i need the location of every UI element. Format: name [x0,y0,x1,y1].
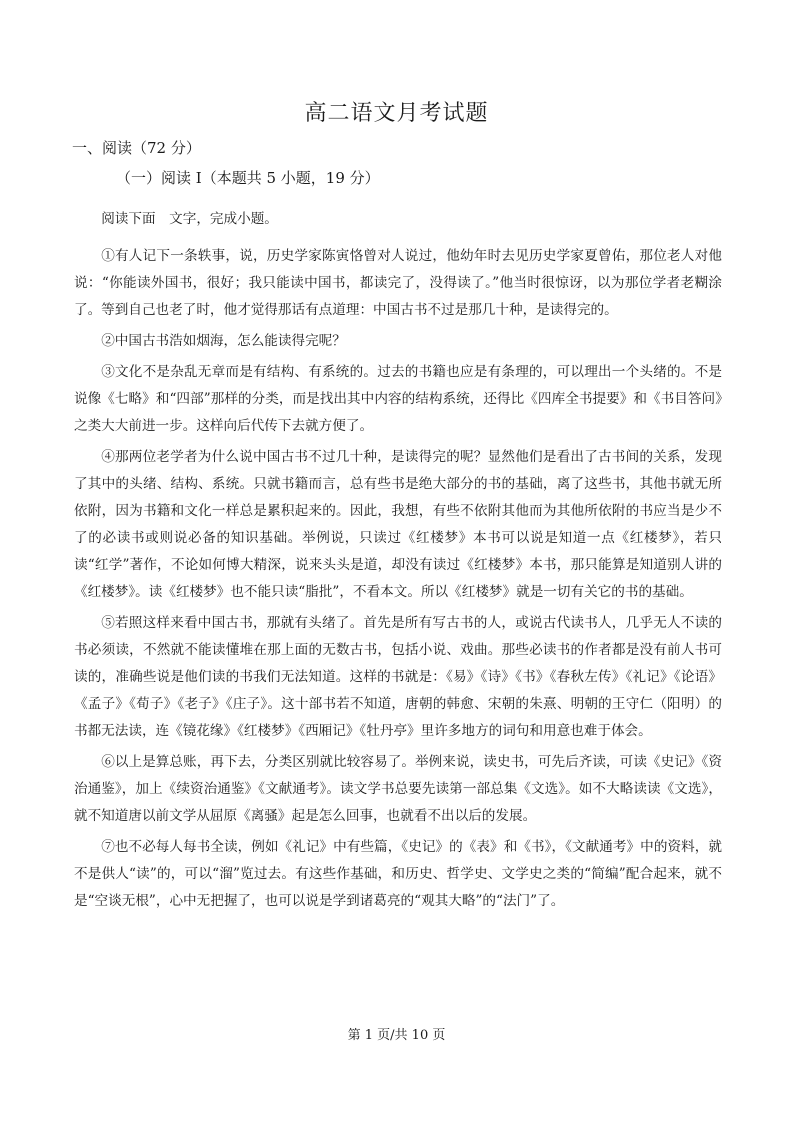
section-heading: 一、阅读（72 分） [72,139,201,157]
passage-instruction: 阅读下面 文字，完成小题。 [101,211,278,227]
paragraph-5: ⑤若照这样来看中国古书，那就有头绪了。首先是所有写古书的人，或说古代读书人，几乎无人不读的书必须读，不然就不能读懂堆在那上面的无数古书，包括小说、戏曲。那些必读书的作者都是没有前人书可读的，准确些说是他们读的书我们无法知道。这样的书就是：《易》《诗》《书》《春秋左传》《礼记》《论语》《孟子》《荀子》《老子》《庄子》。这十部书若不知道，唐朝的韩愈、宋朝的朱熹、明朝的王守仁（阳明）的书都无法读，连《镜花缘》《红楼梦》《西厢记》《牡丹亭》里许多地方的词句和用意也难于体会。 [74,615,722,739]
reading-passage [74,206,722,919]
paragraph-4: ④那两位老学者为什么说中国古书不过几十种，是读得完的呢？显然他们是看出了古书间的关系，发现了其中的头绪、结构、系统。只就书籍而言，总有些书是绝大部分的书的基础，离了这些书，其他书就无所依附，因为书籍和文化一样总是累积起来的。因此，我想，有些不依附其他而为其他所依附的书应当是少不了的必读书或则说必备的知识基础。举例说，只读过《红楼梦》本书可以说是知道一点《红楼梦》，若只读“红学”著作，不论如何博大精深，说来头头是道，却没有读过《红楼梦》本书，那只能算是知道别人讲的《红楼梦》。读《红楼梦》也不能只读“脂批”，不看本文。所以《红楼梦》就是一切有关它的书的基础。 [74,449,722,600]
paragraph-1: ①有人记下一条轶事，说，历史学家陈寅恪曾对人说过，他幼年时去见历史学家夏曾佑，那位老人对他说：“你能读外国书，很好；我只能读中国书，都读完了，没得读了。”他当时很惊讶，以为那位学者老糊涂了。等到自己也老了时，他才觉得那话有点道理：中国古书不过是那几十种，是读得完的。 [74,248,722,318]
page-number: 第 1 页/共 10 页 [347,1028,446,1043]
paragraph-2: ②中国古书浩如烟海，怎么能读得完呢？ [101,333,346,349]
subsection-heading: （一）阅读 I（本题共 5 小题，19 分） [116,169,380,187]
document-title: 高二语文月考试题 [304,101,489,126]
paragraph-3: ③文化不是杂乱无章而是有结构、有系统的。过去的书籍也应是有条理的，可以理出一个头绪的。不是说像《七略》和“四部”那样的分类，而是找出其中内容的结构系统，还得比《四库全书提要》和《书目答问》之类大大前进一步。这样向后代传下去就方便了。 [74,364,722,434]
paragraph-7: ⑦也不必每人每书全读，例如《礼记》中有些篇，《史记》的《表》和《书》，《文献通考》中的资料，就不是供人“读”的，可以“溜”览过去。有这些作基础，和历史、哲学史、文学史之类的“简编”配合起来，就不是“空谈无根”，心中无把握了，也可以说是学到诸葛亮的“观其大略”的“法门”了。 [74,839,722,909]
paragraph-6: ⑥以上是算总账，再下去，分类区别就比较容易了。举例来说，读史书，可先后齐读，可读《史记》《资治通鉴》，加上《续资治通鉴》《文献通考》。读文学书总要先读第一部总集《文选》。如不大略读读《文选》，就不知道唐以前文学从屈原《离骚》起是怎么回事，也就看不出以后的发展。 [74,754,722,824]
